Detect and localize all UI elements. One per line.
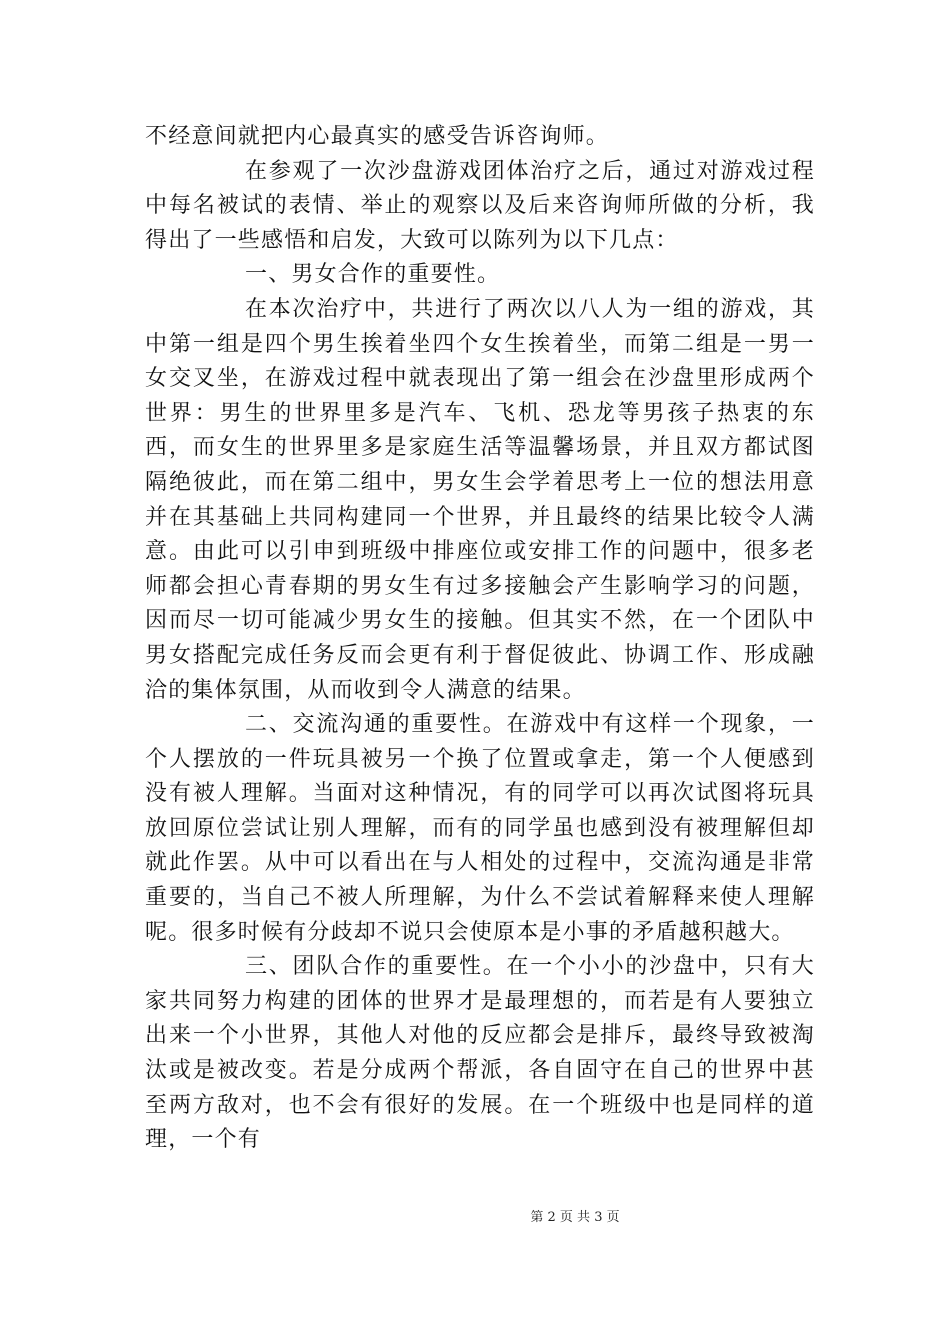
section-heading-1: 一、男女合作的重要性。 <box>245 262 501 288</box>
paragraph-section-1: 在本次治疗中，共进行了两次以八人为一组的游戏，其中第一组是四个男生挨着坐四个女生挨着坐，而第二组是一男一女交叉坐，在游戏过程中就表现出了第一组会在沙盘里形成两个世界：男生的世界里多是汽车、飞机、恐龙等男孩子热衷的东西，而女生的世界里多是家庭生活等温馨场景，并且双方都试图隔绝彼此，而在第二组中，男女生会学着思考上一位的想法用意并在其基础上共同构建同一个世界，并且最终的结果比较令人满意。由此可以引申到班级中排座位或安排工作的问题中，很多老师都会担心青春期的男女生有过多接触会产生影响学习的问题，因而尽一切可能减少男女生的接触。但其实不然，在一个团队中男女搭配完成任务反而会更有利于督促彼此、协调工作、形成融洽的集体氛围，从而收到令人满意的结果。 <box>145 296 815 703</box>
paragraph-intro: 在参观了一次沙盘游戏团体治疗之后，通过对游戏过程中每名被试的表情、举止的观察以及后来咨询师所做的分析，我得出了一些感悟和启发，大致可以陈列为以下几点： <box>145 158 815 253</box>
paragraph-section-3: 三、团队合作的重要性。在一个小小的沙盘中，只有大家共同努力构建的团体的世界才是最理想的，而若是有人要独立出来一个小世界，其他人对他的反应都会是排斥，最终导致被淘汰或是被改变。若是分成两个帮派，各自固守在自己的世界中甚至两方敌对，也不会有很好的发展。在一个班级中也是同样的道理，一个有 <box>145 954 815 1153</box>
paragraph-continuation: 不经意间就把内心最真实的感受告诉咨询师。 <box>145 124 610 149</box>
paragraph-section-2: 二、交流沟通的重要性。在游戏中有这样一个现象，一个人摆放的一件玩具被另一个换了位置或拿走，第一个人便感到没有被人理解。当面对这种情况，有的同学可以再次试图将玩具放回原位尝试让别人理解，而有的同学虽也感到没有被理解但却就此作罢。从中可以看出在与人相处的过程中，交流沟通是非常重要的，当自己不被人所理解，为什么不尝试着解释来使人理解呢。很多时候有分歧却不说只会使原本是小事的矛盾越积越大。 <box>145 712 815 945</box>
page-footer: 第 2 页 共 3 页 <box>530 1210 620 1225</box>
document-body <box>145 120 815 1158</box>
